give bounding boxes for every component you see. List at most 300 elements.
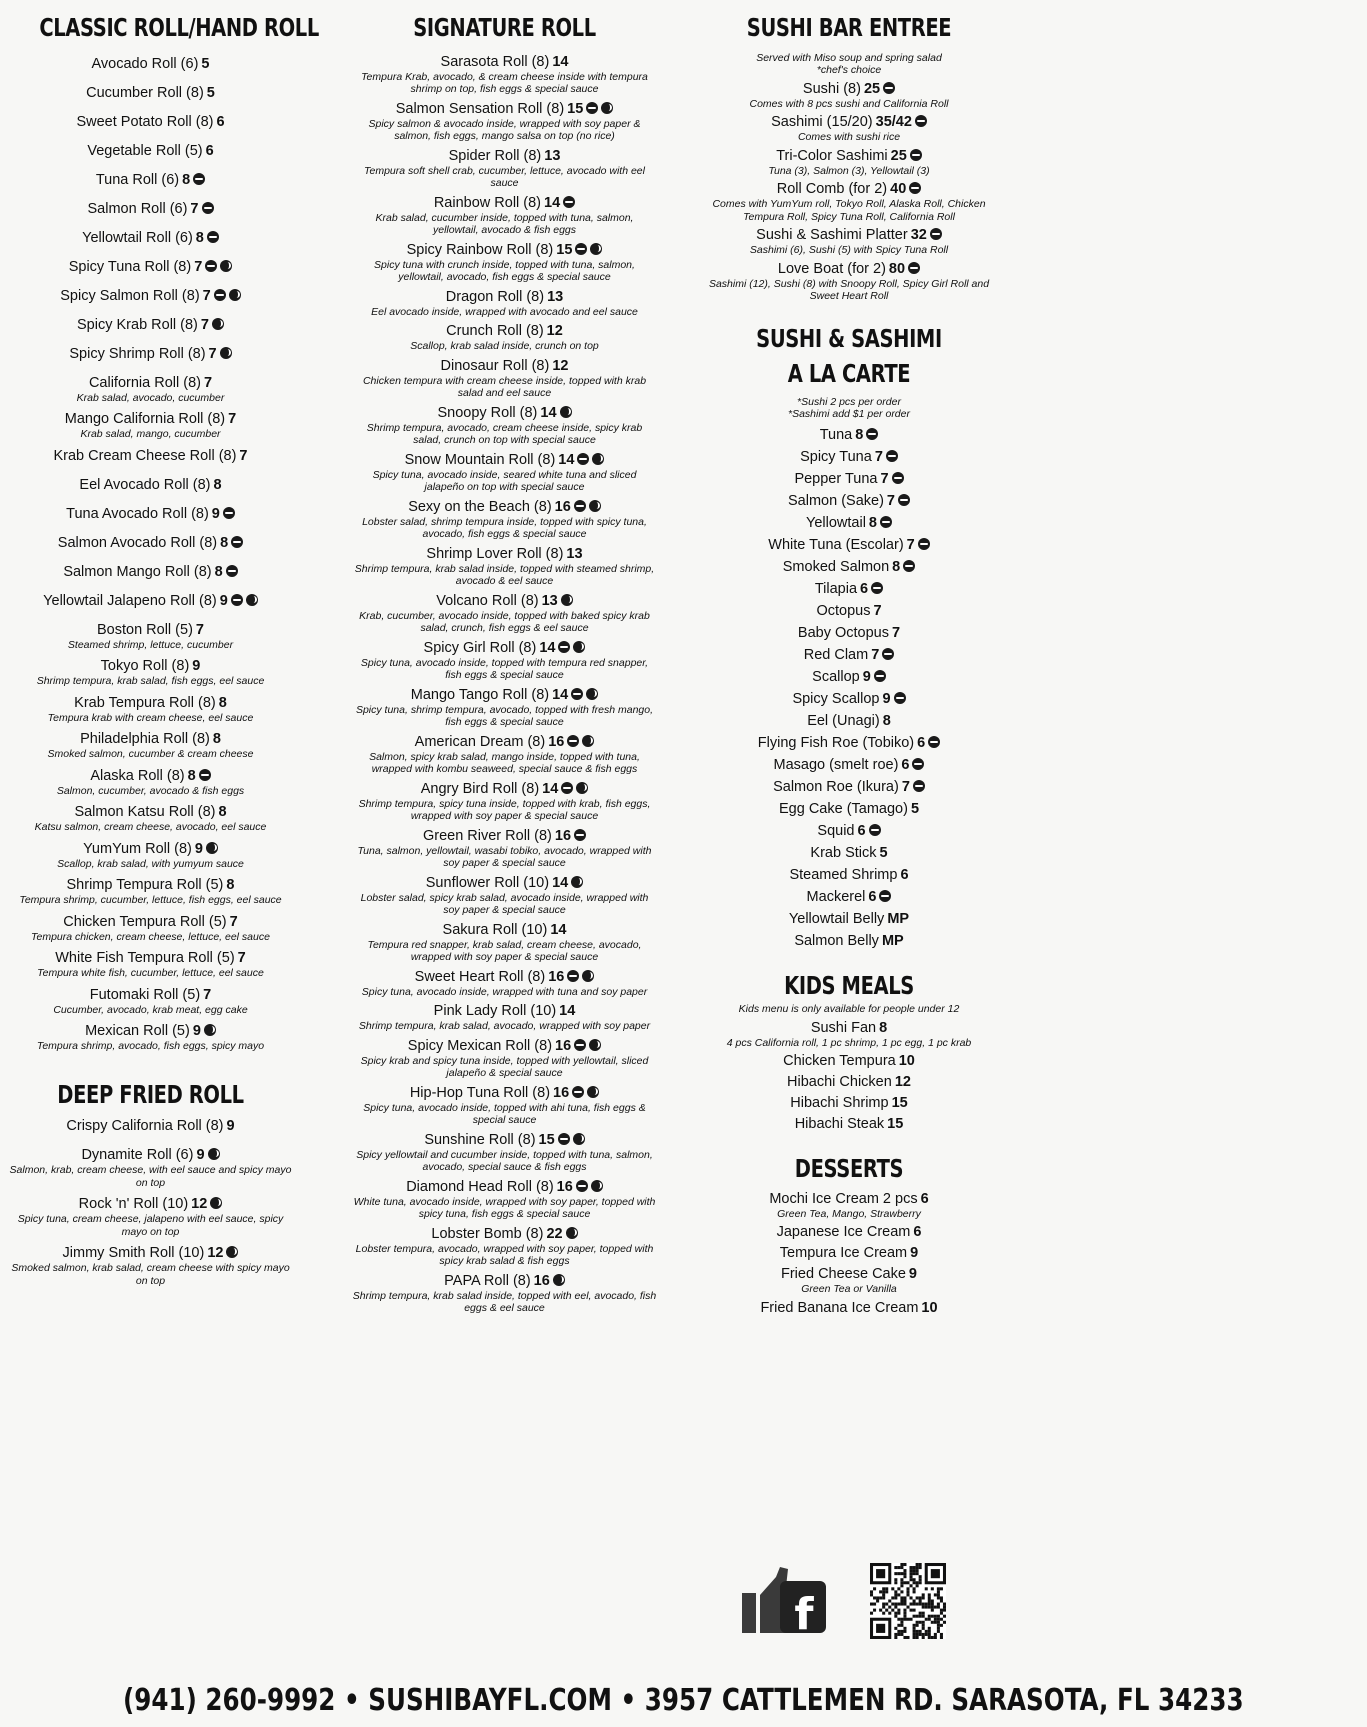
menu-item-line [8, 804, 293, 821]
menu-item-line [352, 148, 657, 165]
menu-item-name: Salmon Avocado Roll (8) [57, 534, 218, 551]
menu-item-description: Spicy salmon & avocado inside, wrapped with soy paper & salmon, fish eggs, mango salsa on top (no rice) [368, 117, 641, 142]
menu-item-price: 9 [219, 592, 228, 609]
menu-item [352, 875, 657, 917]
raw-fish-icon [912, 758, 924, 770]
menu-item-line [8, 731, 293, 748]
menu-item-price: 14 [539, 639, 556, 656]
menu-item-line [705, 1191, 993, 1208]
spicy-icon [212, 318, 224, 330]
menu-item [705, 603, 993, 620]
menu-item-price: 15 [567, 100, 584, 117]
spicy-icon [553, 1274, 565, 1286]
menu-item-line [705, 493, 993, 510]
menu-item-price: 7 [228, 411, 237, 427]
menu-item-name: Octopus [816, 602, 871, 619]
menu-item [705, 559, 993, 576]
menu-item-line [8, 411, 293, 428]
menu-item [8, 317, 293, 334]
spicy-icon [560, 406, 572, 418]
menu-item-name: Salmon Sensation Roll (8) [395, 100, 565, 117]
menu-item-line [705, 449, 993, 466]
menu-item-name: Diamond Head Roll (8) [406, 1178, 554, 1195]
menu-item-name: Cucumber Roll (8) [86, 84, 204, 101]
menu-item [705, 1116, 993, 1133]
raw-fish-icon [561, 782, 573, 794]
menu-item-description: Green Tea, Mango, Strawberry [777, 1207, 921, 1220]
menu-item-description: White tuna, avocado inside, wrapped with soy paper, topped with spicy tuna, fish eggs & special sauce [353, 1195, 656, 1220]
menu-item-name: Squid [817, 822, 855, 839]
menu-item-line [8, 1196, 293, 1213]
menu-item-line [705, 801, 993, 818]
menu-item-price: 6 [920, 1190, 929, 1207]
menu-item-line [352, 593, 657, 610]
menu-item-line [705, 735, 993, 752]
menu-item-name: PAPA Roll (8) [444, 1272, 531, 1289]
menu-item-description: 4 pcs California roll, 1 pc shrimp, 1 pc egg, 1 pc krab [726, 1036, 972, 1049]
raw-fish-icon [880, 516, 892, 528]
menu-item-name: Dynamite Roll (6) [81, 1147, 194, 1163]
menu-item-name: Lobster Bomb (8) [431, 1225, 544, 1242]
menu-item-name: Snoopy Roll (8) [437, 404, 538, 421]
menu-item-price: 13 [547, 288, 564, 305]
menu-item-line [352, 1273, 657, 1290]
menu-item-name: Shrimp Lover Roll (8) [426, 545, 564, 562]
menu-item-name: Spicy Shrimp Roll (8) [69, 345, 206, 362]
menu-item [705, 493, 993, 510]
menu-item [352, 452, 657, 494]
menu-item-description: Lobster tempura, avocado, wrapped with soy paper, topped with spicy krab salad & fish eggs [355, 1242, 654, 1267]
menu-item [8, 1118, 293, 1135]
menu-item [705, 1224, 993, 1241]
menu-item [705, 114, 993, 144]
menu-item-name: Green River Roll (8) [422, 827, 552, 844]
menu-item-price: 14 [544, 194, 561, 211]
menu-item-line [705, 148, 993, 165]
menu-item [352, 323, 657, 353]
menu-item-line [705, 779, 993, 796]
section-title-classic-roll: CLASSIC ROLL/HAND ROLL [39, 13, 319, 42]
menu-item-price: 9 [882, 690, 891, 707]
raw-fish-icon [567, 735, 579, 747]
menu-item-price: 7 [200, 316, 209, 333]
menu-item-description: Shrimp tempura, spicy tuna inside, topped with krab, fish eggs, wrapped with soy paper & special sauce [358, 797, 651, 822]
menu-item-line [352, 289, 657, 306]
footer-contact [0, 1683, 1244, 1718]
menu-item [8, 114, 293, 131]
menu-item [705, 1300, 993, 1317]
menu-item-line [8, 535, 293, 552]
menu-item-price: 8 [879, 1019, 888, 1036]
menu-item-description: Scallop, krab salad, with yumyum sauce [57, 857, 244, 870]
menu-item-line [705, 559, 993, 576]
menu-item-name: Eel Avocado Roll (8) [79, 476, 211, 493]
menu-item-line [705, 1095, 993, 1112]
signature-roll-list [352, 54, 657, 1315]
menu-item-description: Scallop, krab salad inside, crunch on top [410, 340, 599, 352]
menu-item-name: Love Boat (for 2) [777, 260, 886, 277]
menu-item-price: 7 [208, 345, 217, 362]
spicy-icon [226, 1246, 238, 1258]
menu-item-line [352, 687, 657, 704]
spicy-icon [601, 102, 613, 114]
menu-item-line [705, 1074, 993, 1091]
menu-item-line [8, 877, 293, 894]
menu-item-name: Mango Tango Roll (8) [410, 686, 550, 703]
menu-item [8, 658, 293, 688]
menu-item-price: 8 [882, 712, 891, 729]
menu-item [705, 669, 993, 686]
menu-item-price: 7 [237, 950, 246, 966]
spicy-icon [561, 594, 573, 606]
menu-item-price: 6 [901, 756, 910, 773]
menu-item-price: 16 [553, 1084, 570, 1101]
menu-item-name: Chicken Tempura [783, 1053, 896, 1069]
menu-item-line [352, 452, 657, 469]
menu-item [705, 515, 993, 532]
menu-item [705, 867, 993, 884]
kids-list [705, 1020, 993, 1134]
menu-item-name: Pink Lady Roll (10) [433, 1003, 557, 1019]
raw-fish-icon [226, 565, 238, 577]
menu-item [8, 201, 293, 218]
menu-item [705, 81, 993, 111]
menu-item-line [705, 911, 993, 928]
raw-fish-icon [571, 688, 583, 700]
menu-item-line [705, 603, 993, 620]
menu-item-line [705, 1116, 993, 1133]
raw-fish-icon [231, 536, 243, 548]
menu-item-line [352, 546, 657, 563]
menu-item-name: Tempura Ice Cream [779, 1245, 908, 1261]
menu-item [8, 768, 293, 798]
raw-fish-icon [909, 182, 921, 194]
menu-item-name: Smoked Salmon [782, 558, 890, 575]
menu-item [352, 242, 657, 284]
menu-item [8, 143, 293, 160]
menu-item-name: Spicy Scallop [792, 690, 880, 707]
menu-item-name: Jimmy Smith Roll (10) [62, 1245, 205, 1261]
menu-item-description: Krab, cucumber, avocado inside, topped with baked spicy krab salad, crunch, fish eggs & eel sauce [359, 609, 650, 634]
menu-item-name: Krab Tempura Roll (8) [74, 694, 216, 711]
menu-item-price: 14 [558, 451, 575, 468]
spicy-icon [576, 782, 588, 794]
menu-item-name: American Dream (8) [414, 733, 546, 750]
menu-item [705, 1053, 993, 1070]
menu-item-line [8, 1245, 293, 1262]
menu-item-price: 32 [910, 227, 927, 243]
menu-item-name: Philadelphia Roll (8) [80, 731, 210, 747]
menu-item-name: Fried Cheese Cake [781, 1266, 906, 1282]
menu-item-line [705, 1266, 993, 1283]
menu-item-line [705, 1020, 993, 1037]
menu-item-name: Salmon Belly [794, 932, 879, 949]
menu-item [352, 101, 657, 143]
menu-item-price: 12 [546, 323, 563, 339]
menu-item-line [352, 54, 657, 71]
menu-item [8, 477, 293, 494]
menu-item-price: 16 [548, 968, 565, 985]
menu-item-price: 14 [550, 921, 567, 938]
menu-item-price: 9 [192, 1023, 201, 1039]
menu-item-line [8, 317, 293, 334]
spicy-icon [229, 289, 241, 301]
menu-item [705, 779, 993, 796]
menu-item-name: Crunch Roll (8) [446, 323, 544, 339]
menu-item [705, 227, 993, 257]
deep-fried-list [8, 1118, 293, 1287]
menu-item-price: 13 [566, 545, 583, 562]
menu-item [8, 593, 293, 610]
menu-item-name: Roll Comb (for 2) [776, 181, 888, 197]
menu-item-description: Shrimp tempura, krab salad, avocado, wrapped with soy paper [358, 1020, 651, 1032]
menu-item [705, 911, 993, 928]
menu-item-price: 16 [548, 733, 565, 750]
menu-item-line [705, 261, 993, 278]
menu-item-line [8, 230, 293, 247]
raw-fish-icon [930, 228, 942, 240]
menu-item [352, 148, 657, 190]
raw-fish-icon [572, 1086, 584, 1098]
raw-fish-icon [882, 648, 894, 660]
menu-item-description: Salmon, cucumber, avocado & fish eggs [56, 784, 245, 797]
menu-item [705, 757, 993, 774]
menu-item [352, 358, 657, 400]
raw-fish-icon [223, 507, 235, 519]
menu-item [352, 499, 657, 541]
menu-item-description: Tempura krab with cream cheese, eel sauce [47, 711, 254, 724]
menu-item-name: White Tuna (Escolar) [768, 536, 904, 553]
menu-item-description: Spicy tuna, avocado inside, seared white tuna and sliced jalapeño on top with special sauce [372, 468, 637, 493]
menu-item-name: Salmon (Sake) [788, 492, 884, 509]
menu-item-price: 12 [207, 1245, 224, 1261]
menu-item-description: Smoked salmon, krab salad, cream cheese with spicy mayo on top [11, 1262, 290, 1287]
menu-item-name: Spicy Salmon Roll (8) [60, 287, 200, 304]
menu-item-price: 8 [187, 767, 196, 784]
menu-item-line [352, 1132, 657, 1149]
menu-item [8, 731, 293, 761]
footer-contact-text: (941) 260-9992 • SUSHIBAYFL.COM • 3957 CATTLEMEN RD. SARASOTA, FL 34233 [122, 1683, 1244, 1718]
menu-item-line [352, 1179, 657, 1196]
menu-item-description: Cucumber, avocado, krab meat, egg cake [53, 1003, 248, 1016]
menu-item-name: Yellowtail [806, 514, 866, 531]
menu-item-price: 12 [191, 1196, 208, 1212]
raw-fish-icon [586, 102, 598, 114]
menu-item-description: Comes with sushi rice [797, 131, 901, 143]
menu-item-price: 14 [542, 780, 559, 797]
menu-item-name: Egg Cake (Tamago) [778, 800, 908, 817]
raw-fish-icon [199, 769, 211, 781]
menu-item [705, 1266, 993, 1296]
menu-item-price: 9 [226, 1118, 235, 1134]
menu-item-line [8, 841, 293, 858]
menu-item-description: Comes with YumYum roll, Tokyo Roll, Alaska Roll, Chicken Tempura Roll, Spicy Tuna Roll, California Roll [712, 198, 986, 223]
menu-item-price: 6 [913, 1224, 922, 1240]
menu-item-description: Spicy krab and spicy tuna inside, topped with yellowtail, sliced jalapeño & special sauce [360, 1054, 649, 1079]
menu-item-price: 8 [855, 426, 864, 443]
menu-item-price: 9 [862, 668, 871, 685]
menu-item-line [352, 1226, 657, 1243]
menu-item-price: 14 [552, 53, 569, 70]
menu-item-description: Lobster salad, shrimp tempura inside, topped with spicy tuna, avocado, fish eggs & special sauce [362, 515, 647, 540]
menu-item-line [352, 875, 657, 892]
menu-item-description: Spicy tuna with crunch inside, topped with tuna, salmon, yellowtail, avocado, fish eggs & special sauce [374, 258, 635, 283]
menu-item-name: Tuna Roll (6) [95, 171, 180, 188]
menu-item [352, 54, 657, 96]
menu-item-name: Spicy Krab Roll (8) [77, 316, 198, 333]
menu-item-price: 8 [226, 877, 235, 893]
menu-item [705, 537, 993, 554]
menu-item [705, 933, 993, 950]
menu-item-name: Rainbow Roll (8) [433, 194, 542, 211]
menu-item-price: 8 [892, 558, 901, 575]
menu-item-line [705, 647, 993, 664]
section-title-sushi-sashimi: SUSHI & SASHIMI [756, 323, 942, 353]
menu-item-price: 12 [894, 1074, 911, 1090]
menu-item [8, 914, 293, 944]
menu-item [705, 845, 993, 862]
menu-item-name: Eel (Unagi) [807, 712, 880, 729]
menu-item [8, 564, 293, 581]
menu-item-name: Sarasota Roll (8) [440, 53, 550, 70]
raw-fish-icon [576, 1180, 588, 1192]
menu-item-line [705, 823, 993, 840]
menu-item-name: Yellowtail Roll (6) [82, 229, 193, 246]
menu-item [352, 1273, 657, 1315]
menu-item [352, 922, 657, 964]
menu-item-name: Chicken Tempura Roll (5) [63, 913, 227, 930]
menu-item-name: YumYum Roll (8) [83, 840, 192, 857]
raw-fish-icon [894, 692, 906, 704]
menu-item-name: Krab Cream Cheese Roll (8) [53, 447, 237, 464]
menu-item-line [705, 81, 993, 98]
kids-note: Kids menu is only available for people under 12 [738, 1003, 960, 1015]
menu-item [705, 823, 993, 840]
menu-item [352, 1179, 657, 1221]
menu-item-price: 8 [868, 514, 877, 531]
menu-item-description: Salmon, krab, cream cheese, with eel sauce and spicy mayo on top [9, 1164, 292, 1189]
menu-item-line [8, 346, 293, 363]
raw-fish-icon [869, 824, 881, 836]
menu-item-line [352, 781, 657, 798]
menu-item-price: 7 [880, 470, 889, 487]
menu-item-name: Mango California Roll (8) [64, 411, 226, 427]
menu-item-price: 8 [214, 563, 223, 580]
menu-item-price: 7 [203, 986, 212, 1003]
menu-item-description: Katsu salmon, cream cheese, avocado, eel sauce [34, 821, 267, 833]
menu-item-price: 7 [229, 913, 238, 930]
menu-item-line [705, 1224, 993, 1241]
menu-item-price: 16 [554, 498, 571, 515]
menu-item-line [352, 101, 657, 118]
menu-item [705, 735, 993, 752]
menu-item-description: Shrimp tempura, krab salad inside, topped with steamed shrimp, avocado & eel sauce [354, 562, 655, 587]
menu-item-description: Comes with 8 pcs sushi and California Roll [749, 97, 949, 110]
menu-item-line [8, 1147, 293, 1164]
menu-item-line [352, 323, 657, 340]
menu-item-line [705, 757, 993, 774]
menu-item-line [8, 143, 293, 160]
menu-item [352, 1226, 657, 1268]
menu-item-name: Angry Bird Roll (8) [420, 780, 540, 797]
menu-item-line [705, 1053, 993, 1070]
menu-item [705, 148, 993, 178]
menu-item-price: 15 [556, 241, 573, 258]
menu-item [705, 261, 993, 303]
menu-item-line [352, 969, 657, 986]
raw-fish-icon [558, 1133, 570, 1145]
menu-item-line [705, 867, 993, 884]
section-title-desserts: DESSERTS [794, 1154, 904, 1183]
menu-item [8, 877, 293, 907]
menu-item-description: Tempura white fish, cucumber, lettuce, eel sauce [37, 967, 264, 979]
menu-item-line [352, 922, 657, 939]
menu-item-line [8, 1023, 293, 1040]
facebook-thumbs-up-icon[interactable] [742, 1565, 828, 1640]
menu-item [8, 448, 293, 465]
qr-code-icon[interactable] [870, 1563, 946, 1639]
menu-item-name: California Roll (8) [88, 374, 201, 391]
raw-fish-icon [563, 196, 575, 208]
menu-item-line [705, 1300, 993, 1317]
menu-item [352, 1085, 657, 1127]
menu-item [8, 85, 293, 102]
menu-item-line [8, 288, 293, 305]
raw-fish-icon [915, 115, 927, 127]
raw-fish-icon [558, 641, 570, 653]
menu-item-name: Yellowtail Jalapeno Roll (8) [43, 592, 217, 609]
menu-item-price: 10 [921, 1299, 938, 1316]
menu-item-price: 8 [218, 804, 227, 820]
menu-item-name: Spicy Rainbow Roll (8) [406, 241, 554, 258]
menu-item-line [8, 768, 293, 785]
spicy-icon [208, 1148, 220, 1160]
raw-fish-icon [879, 890, 891, 902]
menu-item-description: Krab salad, cucumber inside, topped with tuna, salmon, yellowtail, avocado & fish eggs [375, 211, 634, 236]
raw-fish-icon [928, 736, 940, 748]
menu-item [705, 691, 993, 708]
menu-item-name: Mackerel [806, 888, 866, 905]
menu-item [705, 647, 993, 664]
menu-item [8, 1196, 293, 1238]
section-title-sushi-bar-entree: SUSHI BAR ENTREE [746, 13, 952, 42]
menu-item [8, 288, 293, 305]
menu-item-description: Eel avocado inside, wrapped with avocado and eel sauce [371, 305, 638, 318]
menu-item-price: 7 [190, 200, 199, 217]
menu-item [352, 781, 657, 823]
raw-fish-icon [918, 538, 930, 550]
menu-item-description: Shrimp tempura, krab salad, fish eggs, eel sauce [36, 675, 265, 687]
menu-item-price: 12 [552, 357, 569, 374]
menu-item-line [705, 181, 993, 198]
menu-item-line [8, 85, 293, 102]
menu-item-line [352, 1003, 657, 1020]
menu-item-description: Salmon, spicy krab salad, mango inside, topped with tuna, wrapped with kombu seaweed, special sauce & fish eggs [369, 750, 640, 775]
menu-item-line [8, 506, 293, 523]
menu-item-description: Spicy tuna, avocado inside, wrapped with tuna and soy paper [361, 985, 648, 998]
menu-item-description: Tempura red snapper, krab salad, cream cheese, avocado, wrapped with soy paper & special sauce [367, 938, 642, 963]
spicy-icon [571, 876, 583, 888]
menu-item-name: Crispy California Roll (8) [66, 1118, 224, 1134]
menu-item-price: 7 [901, 778, 910, 795]
menu-item-name: Salmon Roe (Ikura) [773, 778, 899, 795]
menu-item-price: 7 [871, 646, 880, 663]
menu-item-description: Sashimi (6), Sushi (5) with Spicy Tuna Roll [749, 244, 949, 256]
menu-item [8, 841, 293, 871]
menu-item [8, 259, 293, 276]
menu-item [352, 195, 657, 237]
raw-fish-icon [883, 82, 895, 94]
